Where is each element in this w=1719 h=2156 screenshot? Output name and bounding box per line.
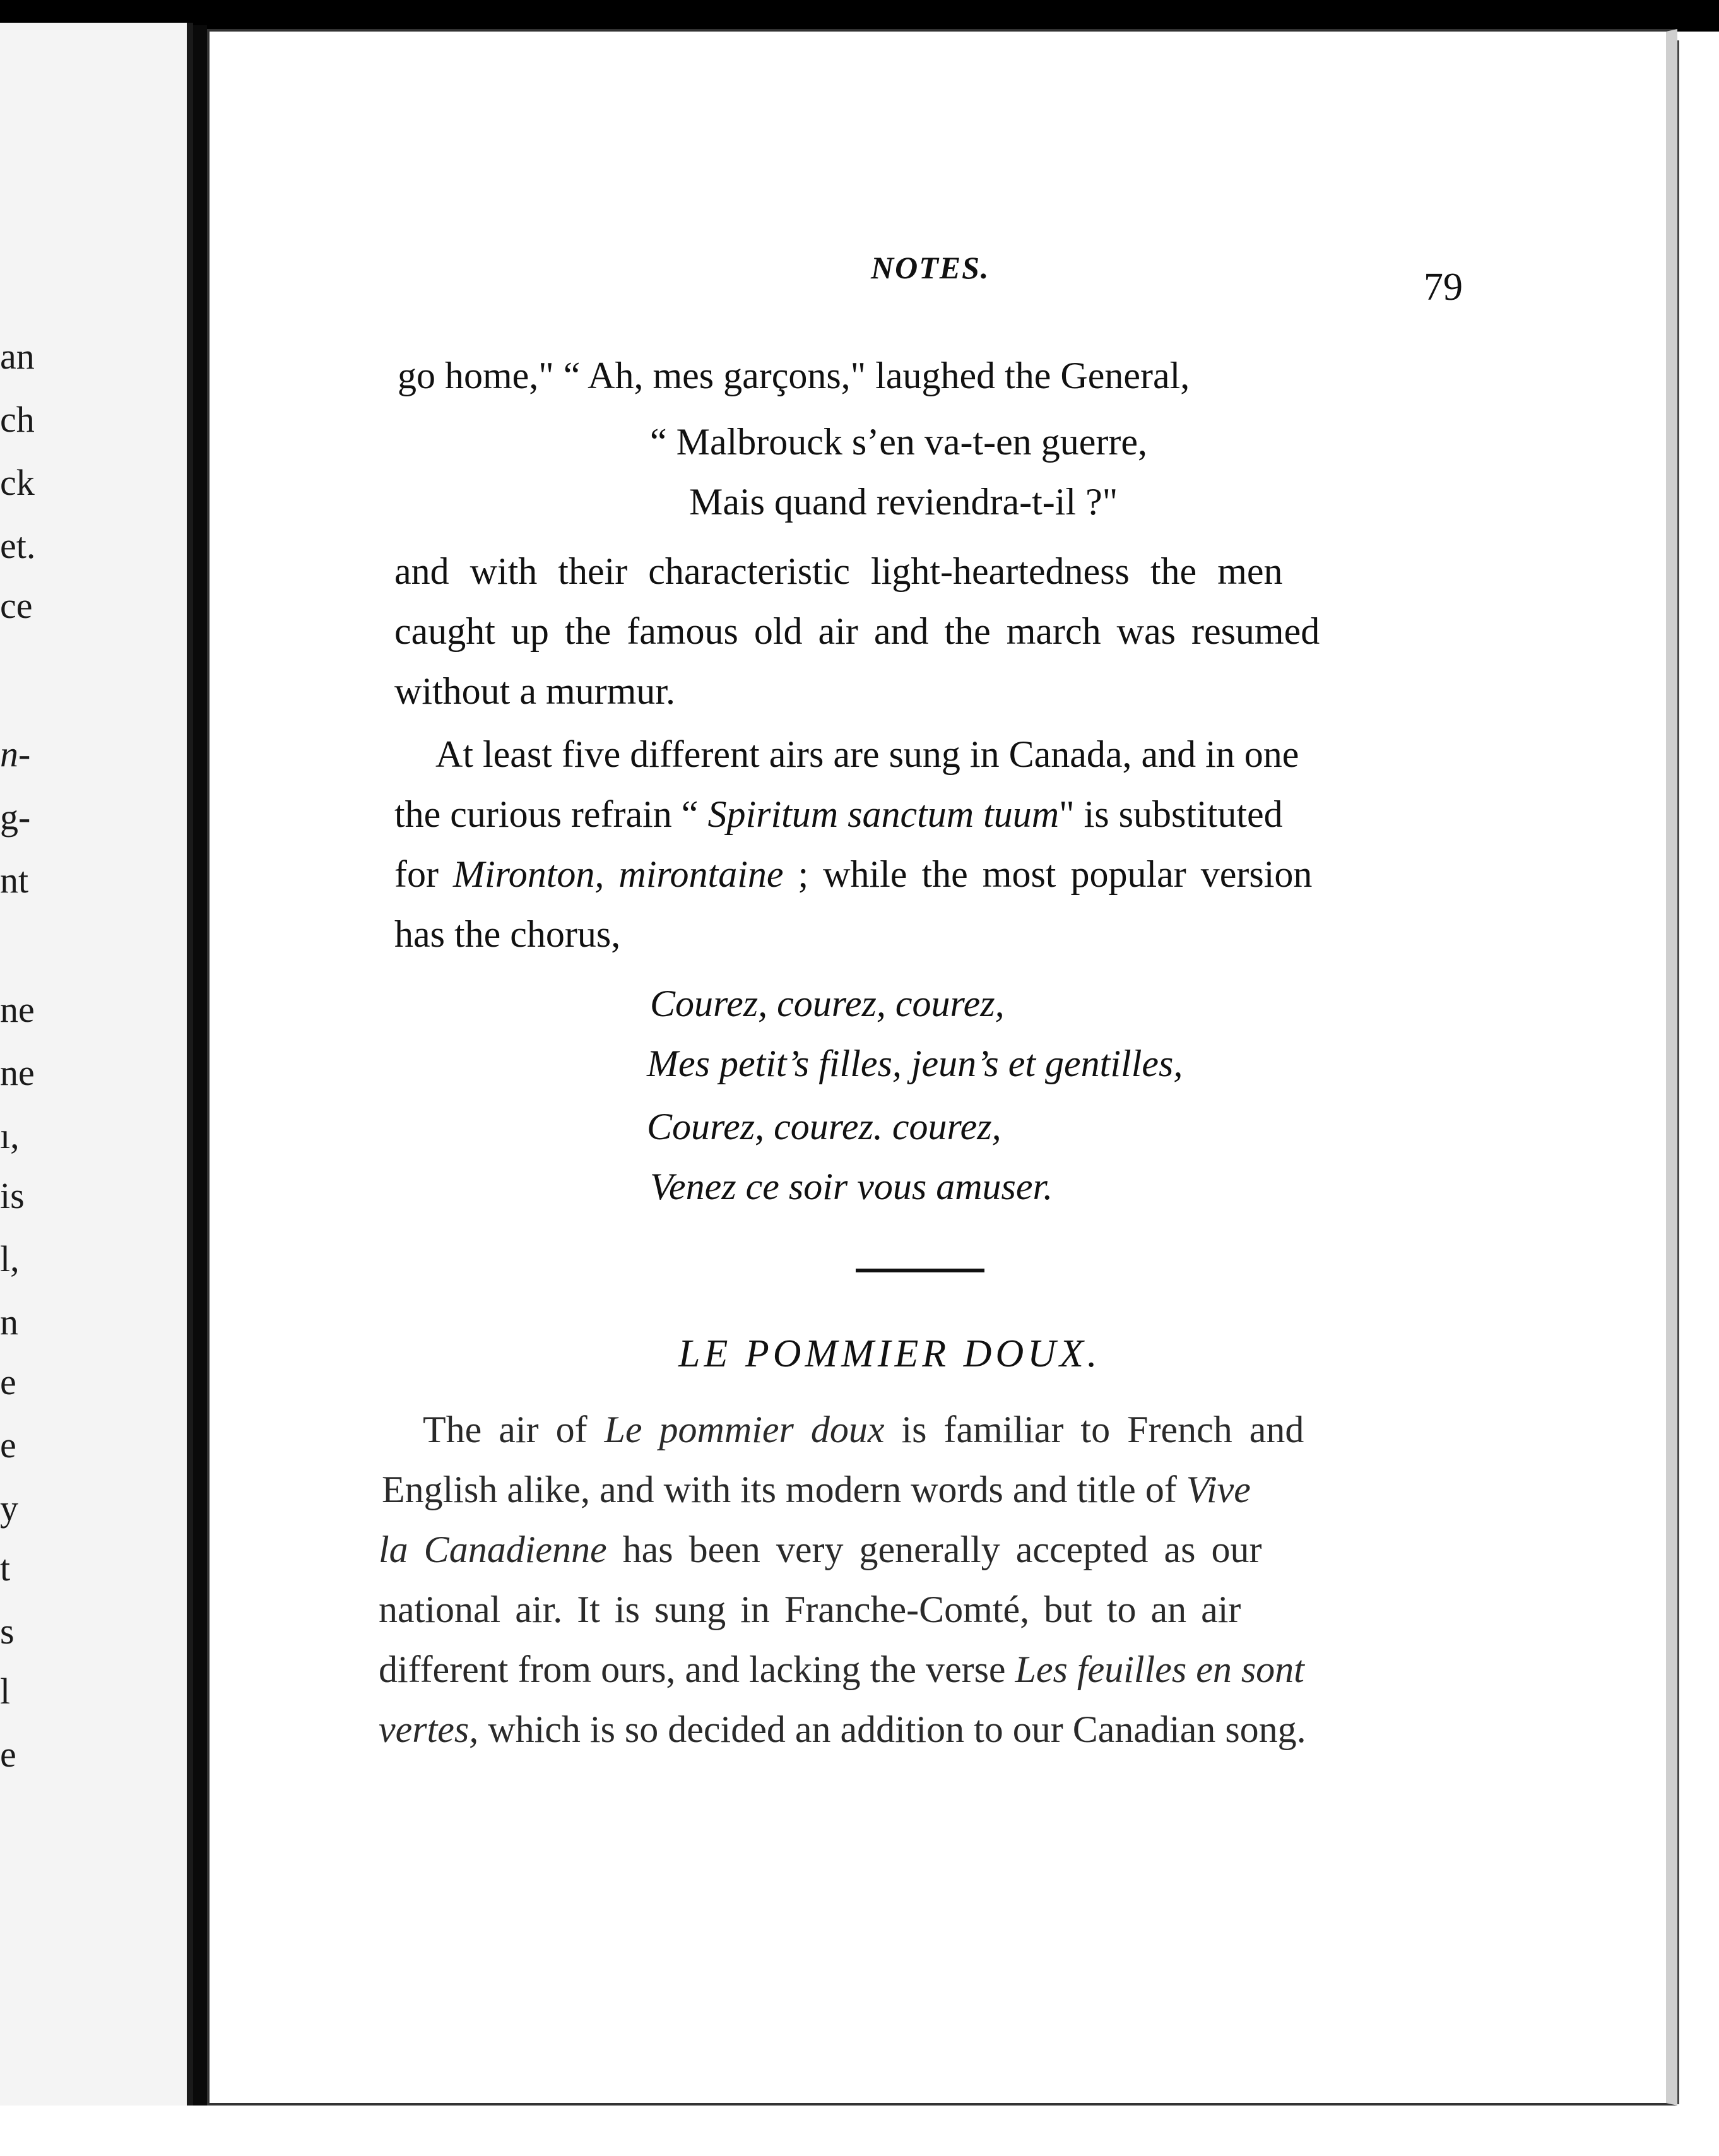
section-rule bbox=[856, 1269, 984, 1272]
facing-page-fragment: e bbox=[0, 1734, 16, 1775]
scan-top-border bbox=[0, 0, 1719, 32]
body-line: without a murmur. bbox=[394, 670, 675, 712]
facing-page-fragment: ne bbox=[0, 989, 35, 1030]
facing-page-fragment: ck bbox=[0, 462, 35, 503]
verse-line: Mais quand reviendra-t-il ?" bbox=[689, 481, 1118, 523]
facing-page-fragment: n bbox=[0, 1301, 18, 1342]
body-line bbox=[379, 1707, 1306, 1751]
facing-page-fragment: g- bbox=[0, 797, 31, 838]
italic-run: Spiritum sanctum tuum bbox=[707, 793, 1060, 835]
facing-page-fragment: e bbox=[0, 1361, 16, 1402]
body-line: has the chorus, bbox=[394, 913, 621, 955]
verse-line: “ Malbrouck s’en va-t-en guerre, bbox=[650, 421, 1147, 463]
section-heading: LE POMMIER DOUX. bbox=[678, 1332, 1101, 1375]
body-line: and with their characteristic light-heartedness the men bbox=[394, 550, 1283, 592]
italic-run: Vive bbox=[1186, 1469, 1251, 1510]
facing-page bbox=[0, 23, 193, 2106]
text-run: The air of bbox=[423, 1409, 605, 1450]
facing-page-fragment: is bbox=[0, 1175, 25, 1216]
chorus-line: Courez, courez. courez, bbox=[647, 1106, 1001, 1147]
body-line bbox=[379, 1527, 1261, 1572]
italic-run: Le pommier doux bbox=[604, 1409, 885, 1450]
body-line: go home," “ Ah, mes garçons," laughed the General, bbox=[398, 355, 1190, 396]
facing-page-fragment: t bbox=[0, 1548, 11, 1589]
text-run: which is so decided an addition to our Canadian song. bbox=[478, 1709, 1306, 1750]
running-head: NOTES. bbox=[871, 250, 990, 285]
italic-run: Mironton, mirontaine bbox=[452, 853, 784, 895]
page-edge bbox=[1677, 40, 1719, 2104]
italic-run: vertes, bbox=[379, 1709, 479, 1750]
text-run: " is substituted bbox=[1059, 793, 1283, 835]
text-run: ; while the most popular version bbox=[783, 853, 1313, 895]
scan-bottom-margin bbox=[0, 2106, 1719, 2156]
facing-page-fragment: et. bbox=[0, 525, 36, 566]
body-line bbox=[379, 1647, 1304, 1691]
facing-page-fragment: l bbox=[0, 1671, 11, 1712]
facing-page-fragment: s bbox=[0, 1611, 15, 1652]
text-run: English alike, and with its modern words and title of bbox=[382, 1469, 1186, 1510]
chorus-line: Courez, courez, courez, bbox=[650, 983, 1005, 1024]
book-gutter bbox=[193, 25, 207, 2108]
facing-page-fragment: an bbox=[0, 336, 35, 377]
text-run: has been very generally accepted as our bbox=[606, 1529, 1262, 1570]
chorus-line: Venez ce soir vous amuser. bbox=[650, 1166, 1053, 1207]
body-line: caught up the famous old air and the march was resumed bbox=[394, 610, 1320, 652]
text-run: the curious refrain “ bbox=[394, 793, 708, 835]
body-line bbox=[423, 1407, 1304, 1452]
text-run: for bbox=[394, 853, 453, 895]
text-run: different from ours, and lacking the verse bbox=[379, 1649, 1015, 1690]
body-line bbox=[382, 1467, 1251, 1512]
facing-page-fragment: y bbox=[0, 1488, 18, 1529]
body-line: At least five different airs are sung in Canada, and in one bbox=[435, 733, 1299, 775]
chorus-line: Mes petit’s filles, jeun’s et gentilles, bbox=[647, 1043, 1183, 1084]
body-line: national air. It is sung in Franche-Comté, but to an air bbox=[379, 1589, 1241, 1630]
facing-page-fragment: ı, bbox=[0, 1115, 20, 1156]
facing-page-fragment: nt bbox=[0, 860, 29, 901]
body-line bbox=[394, 852, 1312, 896]
body-line bbox=[394, 792, 1283, 836]
facing-page-fragment: ce bbox=[0, 585, 33, 626]
text-run: is familiar to French and bbox=[884, 1409, 1304, 1450]
facing-page-fragment: ch bbox=[0, 399, 35, 440]
facing-page-fragment: ne bbox=[0, 1052, 35, 1093]
facing-page-fragment: e bbox=[0, 1424, 16, 1466]
facing-page-fragment: l, bbox=[0, 1238, 20, 1279]
italic-run: la Canadienne bbox=[379, 1529, 607, 1570]
italic-run: Les feuilles en sont bbox=[1015, 1649, 1304, 1690]
page-number: 79 bbox=[1424, 266, 1463, 309]
facing-page-fragment: n- bbox=[0, 733, 31, 774]
